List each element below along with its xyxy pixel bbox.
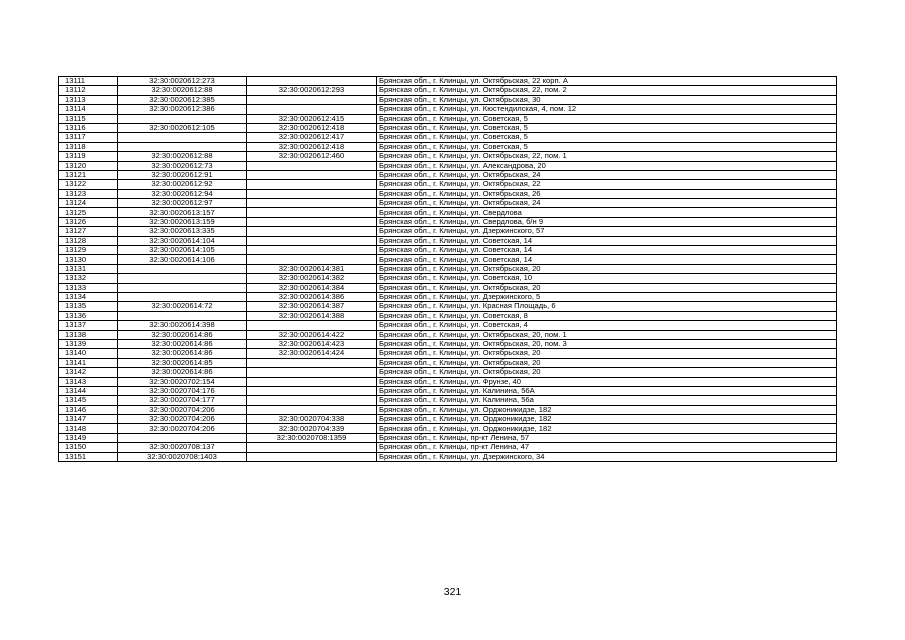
parcel-number-cell: 32:30:0020612:88 (118, 86, 247, 95)
table-row (59, 415, 837, 424)
table-row (59, 358, 837, 367)
row-number-cell: 13145 (59, 396, 118, 405)
address-cell: Брянская обл., г. Клинцы, ул. Октябрьская, 24 (377, 199, 837, 208)
row-number-cell: 13138 (59, 330, 118, 339)
object-number-cell: 32:30:0020614:388 (247, 311, 377, 320)
registry-sheet (58, 76, 837, 462)
address-cell: Брянская обл., г. Клинцы, ул. Октябрьская, 20 (377, 264, 837, 273)
address-cell: Брянская обл., г. Клинцы, ул. Октябрьская, 20 (377, 358, 837, 367)
object-number-cell: 32:30:0020612:293 (247, 86, 377, 95)
table-row (59, 161, 837, 170)
object-number-cell: 32:30:0020612:460 (247, 152, 377, 161)
address-cell: Брянская обл., г. Клинцы, ул. Октябрьская, 22, пом. 2 (377, 86, 837, 95)
object-number-cell: 32:30:0020614:386 (247, 292, 377, 301)
row-number-cell: 13123 (59, 189, 118, 198)
table-row (59, 199, 837, 208)
parcel-number-cell: 32:30:0020704:177 (118, 396, 247, 405)
parcel-number-cell: 32:30:0020612:94 (118, 189, 247, 198)
object-number-cell (247, 170, 377, 179)
table-row (59, 283, 837, 292)
object-number-cell (247, 95, 377, 104)
parcel-number-cell (118, 133, 247, 142)
address-cell: Брянская обл., г. Клинцы, ул. Советская, 14 (377, 236, 837, 245)
row-number-cell: 13125 (59, 208, 118, 217)
parcel-number-cell: 32:30:0020612:92 (118, 180, 247, 189)
object-number-cell (247, 246, 377, 255)
object-number-cell (247, 255, 377, 264)
parcel-number-cell: 32:30:0020614:86 (118, 330, 247, 339)
row-number-cell: 13118 (59, 142, 118, 151)
table-row (59, 180, 837, 189)
parcel-number-cell: 32:30:0020704:176 (118, 386, 247, 395)
address-cell: Брянская обл., г. Клинцы, ул. Октябрьская, 22 (377, 180, 837, 189)
table-row (59, 292, 837, 301)
table-row (59, 452, 837, 461)
parcel-number-cell (118, 274, 247, 283)
address-cell: Брянская обл., г. Клинцы, ул. Октябрьская, 22 корп. А (377, 77, 837, 86)
parcel-number-cell (118, 283, 247, 292)
table-row (59, 255, 837, 264)
object-number-cell: 32:30:0020704:338 (247, 415, 377, 424)
registry-table-body (59, 77, 837, 462)
object-number-cell: 32:30:0020614:424 (247, 349, 377, 358)
address-cell: Брянская обл., г. Клинцы, ул. Орджоникидзе, 182 (377, 424, 837, 433)
object-number-cell (247, 77, 377, 86)
address-cell: Брянская обл., г. Клинцы, ул. Советская, 8 (377, 311, 837, 320)
parcel-number-cell: 32:30:0020612:73 (118, 161, 247, 170)
table-row (59, 368, 837, 377)
row-number-cell: 13133 (59, 283, 118, 292)
row-number-cell: 13112 (59, 86, 118, 95)
table-row (59, 264, 837, 273)
row-number-cell: 13111 (59, 77, 118, 86)
table-row (59, 208, 837, 217)
row-number-cell: 13117 (59, 133, 118, 142)
address-cell: Брянская обл., г. Клинцы, пр-кт Ленина, 57 (377, 433, 837, 442)
object-number-cell (247, 443, 377, 452)
object-number-cell (247, 386, 377, 395)
table-row (59, 311, 837, 320)
row-number-cell: 13127 (59, 227, 118, 236)
parcel-number-cell (118, 114, 247, 123)
row-number-cell: 13134 (59, 292, 118, 301)
parcel-number-cell (118, 264, 247, 273)
parcel-number-cell: 32:30:0020612:386 (118, 105, 247, 114)
table-row (59, 274, 837, 283)
table-row (59, 77, 837, 86)
address-cell: Брянская обл., г. Клинцы, ул. Дзержинского, 34 (377, 452, 837, 461)
row-number-cell: 13146 (59, 405, 118, 414)
object-number-cell (247, 321, 377, 330)
row-number-cell: 13151 (59, 452, 118, 461)
registry-table (58, 76, 837, 462)
parcel-number-cell: 32:30:0020704:206 (118, 405, 247, 414)
parcel-number-cell: 32:30:0020614:72 (118, 302, 247, 311)
row-number-cell: 13120 (59, 161, 118, 170)
object-number-cell (247, 227, 377, 236)
table-row (59, 152, 837, 161)
address-cell: Брянская обл., г. Клинцы, ул. Орджоникидзе, 182 (377, 405, 837, 414)
row-number-cell: 13140 (59, 349, 118, 358)
object-number-cell: 32:30:0020612:417 (247, 133, 377, 142)
table-row (59, 142, 837, 151)
address-cell: Брянская обл., г. Клинцы, ул. Советская, 10 (377, 274, 837, 283)
address-cell: Брянская обл., г. Клинцы, ул. Красная Площадь, 6 (377, 302, 837, 311)
parcel-number-cell: 32:30:0020613:335 (118, 227, 247, 236)
table-row (59, 105, 837, 114)
address-cell: Брянская обл., г. Клинцы, ул. Октябрьская, 20, пом. 1 (377, 330, 837, 339)
parcel-number-cell: 32:30:0020614:86 (118, 349, 247, 358)
parcel-number-cell: 32:30:0020708:137 (118, 443, 247, 452)
table-row (59, 217, 837, 226)
table-row (59, 170, 837, 179)
table-row (59, 227, 837, 236)
address-cell: Брянская обл., г. Клинцы, ул. Свердлова (377, 208, 837, 217)
row-number-cell: 13144 (59, 386, 118, 395)
address-cell: Брянская обл., г. Клинцы, ул. Советская, 14 (377, 255, 837, 264)
table-row (59, 433, 837, 442)
object-number-cell (247, 161, 377, 170)
row-number-cell: 13115 (59, 114, 118, 123)
parcel-number-cell: 32:30:0020614:105 (118, 246, 247, 255)
address-cell: Брянская обл., г. Клинцы, ул. Советская, 4 (377, 321, 837, 330)
address-cell: Брянская обл., г. Клинцы, ул. Октябрьская, 30 (377, 95, 837, 104)
row-number-cell: 13131 (59, 264, 118, 273)
row-number-cell: 13129 (59, 246, 118, 255)
address-cell: Брянская обл., г. Клинцы, ул. Октябрьская, 20 (377, 349, 837, 358)
row-number-cell: 13150 (59, 443, 118, 452)
parcel-number-cell: 32:30:0020704:206 (118, 424, 247, 433)
row-number-cell: 13147 (59, 415, 118, 424)
row-number-cell: 13139 (59, 339, 118, 348)
row-number-cell: 13132 (59, 274, 118, 283)
table-row (59, 321, 837, 330)
parcel-number-cell (118, 311, 247, 320)
object-number-cell (247, 189, 377, 198)
object-number-cell: 32:30:0020614:382 (247, 274, 377, 283)
parcel-number-cell: 32:30:0020612:91 (118, 170, 247, 179)
object-number-cell: 32:30:0020614:384 (247, 283, 377, 292)
object-number-cell: 32:30:0020708:1359 (247, 433, 377, 442)
object-number-cell: 32:30:0020612:418 (247, 123, 377, 132)
row-number-cell: 13137 (59, 321, 118, 330)
parcel-number-cell (118, 433, 247, 442)
parcel-number-cell: 32:30:0020704:206 (118, 415, 247, 424)
object-number-cell (247, 452, 377, 461)
parcel-number-cell: 32:30:0020614:106 (118, 255, 247, 264)
table-row (59, 302, 837, 311)
object-number-cell (247, 236, 377, 245)
row-number-cell: 13149 (59, 433, 118, 442)
row-number-cell: 13113 (59, 95, 118, 104)
address-cell: Брянская обл., г. Клинцы, ул. Свердлова, б/н 9 (377, 217, 837, 226)
object-number-cell (247, 368, 377, 377)
address-cell: Брянская обл., г. Клинцы, ул. Октябрьская, 26 (377, 189, 837, 198)
parcel-number-cell: 32:30:0020612:273 (118, 77, 247, 86)
row-number-cell: 13116 (59, 123, 118, 132)
parcel-number-cell: 32:30:0020612:88 (118, 152, 247, 161)
table-row (59, 114, 837, 123)
table-row (59, 236, 837, 245)
parcel-number-cell: 32:30:0020614:398 (118, 321, 247, 330)
object-number-cell (247, 199, 377, 208)
address-cell: Брянская обл., г. Клинцы, ул. Советская, 5 (377, 133, 837, 142)
address-cell: Брянская обл., г. Клинцы, ул. Октябрьская, 24 (377, 170, 837, 179)
table-row (59, 339, 837, 348)
address-cell: Брянская обл., г. Клинцы, ул. Советская, 5 (377, 123, 837, 132)
parcel-number-cell: 32:30:0020614:104 (118, 236, 247, 245)
object-number-cell: 32:30:0020614:423 (247, 339, 377, 348)
parcel-number-cell: 32:30:0020612:385 (118, 95, 247, 104)
object-number-cell: 32:30:0020614:381 (247, 264, 377, 273)
object-number-cell (247, 105, 377, 114)
parcel-number-cell (118, 142, 247, 151)
address-cell: Брянская обл., г. Клинцы, ул. Дзержинского, 5 (377, 292, 837, 301)
page-number: 321 (443, 586, 462, 598)
object-number-cell: 32:30:0020614:387 (247, 302, 377, 311)
object-number-cell (247, 396, 377, 405)
table-row (59, 386, 837, 395)
parcel-number-cell: 32:30:0020612:97 (118, 199, 247, 208)
object-number-cell: 32:30:0020704:339 (247, 424, 377, 433)
table-row (59, 405, 837, 414)
object-number-cell: 32:30:0020612:418 (247, 142, 377, 151)
parcel-number-cell: 32:30:0020614:85 (118, 358, 247, 367)
address-cell: Брянская обл., г. Клинцы, ул. Кюстендилская, 4, пом. 12 (377, 105, 837, 114)
object-number-cell (247, 180, 377, 189)
parcel-number-cell: 32:30:0020614:86 (118, 368, 247, 377)
parcel-number-cell: 32:30:0020613:159 (118, 217, 247, 226)
table-row (59, 246, 837, 255)
object-number-cell (247, 217, 377, 226)
address-cell: Брянская обл., г. Клинцы, ул. Октябрьская, 22, пом. 1 (377, 152, 837, 161)
row-number-cell: 13121 (59, 170, 118, 179)
row-number-cell: 13148 (59, 424, 118, 433)
row-number-cell: 13141 (59, 358, 118, 367)
address-cell: Брянская обл., г. Клинцы, ул. Советская, 5 (377, 114, 837, 123)
row-number-cell: 13143 (59, 377, 118, 386)
parcel-number-cell (118, 292, 247, 301)
table-row (59, 95, 837, 104)
row-number-cell: 13128 (59, 236, 118, 245)
address-cell: Брянская обл., г. Клинцы, ул. Фрунзе, 40 (377, 377, 837, 386)
address-cell: Брянская обл., г. Клинцы, ул. Александрова, 20 (377, 161, 837, 170)
row-number-cell: 13119 (59, 152, 118, 161)
table-row (59, 86, 837, 95)
address-cell: Брянская обл., г. Клинцы, пр-кт Ленина, 47 (377, 443, 837, 452)
object-number-cell (247, 377, 377, 386)
address-cell: Брянская обл., г. Клинцы, ул. Октябрьская, 20, пом. 3 (377, 339, 837, 348)
parcel-number-cell: 32:30:0020612:105 (118, 123, 247, 132)
table-row (59, 424, 837, 433)
address-cell: Брянская обл., г. Клинцы, ул. Дзержинского, 57 (377, 227, 837, 236)
table-row (59, 133, 837, 142)
row-number-cell: 13122 (59, 180, 118, 189)
object-number-cell: 32:30:0020614:422 (247, 330, 377, 339)
object-number-cell (247, 208, 377, 217)
address-cell: Брянская обл., г. Клинцы, ул. Октябрьская, 20 (377, 283, 837, 292)
object-number-cell: 32:30:0020612:415 (247, 114, 377, 123)
address-cell: Брянская обл., г. Клинцы, ул. Советская, 14 (377, 246, 837, 255)
table-row (59, 330, 837, 339)
parcel-number-cell: 32:30:0020613:157 (118, 208, 247, 217)
address-cell: Брянская обл., г. Клинцы, ул. Калинина, 56А (377, 386, 837, 395)
address-cell: Брянская обл., г. Клинцы, ул. Орджоникидзе, 182 (377, 415, 837, 424)
table-row (59, 443, 837, 452)
object-number-cell (247, 358, 377, 367)
table-row (59, 349, 837, 358)
row-number-cell: 13126 (59, 217, 118, 226)
row-number-cell: 13130 (59, 255, 118, 264)
parcel-number-cell: 32:30:0020614:86 (118, 339, 247, 348)
row-number-cell: 13136 (59, 311, 118, 320)
table-row (59, 396, 837, 405)
address-cell: Брянская обл., г. Клинцы, ул. Советская, 5 (377, 142, 837, 151)
row-number-cell: 13142 (59, 368, 118, 377)
table-row (59, 123, 837, 132)
row-number-cell: 13114 (59, 105, 118, 114)
address-cell: Брянская обл., г. Клинцы, ул. Октябрьская, 20 (377, 368, 837, 377)
row-number-cell: 13135 (59, 302, 118, 311)
table-row (59, 377, 837, 386)
table-row (59, 189, 837, 198)
address-cell: Брянская обл., г. Клинцы, ул. Калинина, 56а (377, 396, 837, 405)
parcel-number-cell: 32:30:0020702:154 (118, 377, 247, 386)
row-number-cell: 13124 (59, 199, 118, 208)
object-number-cell (247, 405, 377, 414)
parcel-number-cell: 32:30:0020708:1403 (118, 452, 247, 461)
